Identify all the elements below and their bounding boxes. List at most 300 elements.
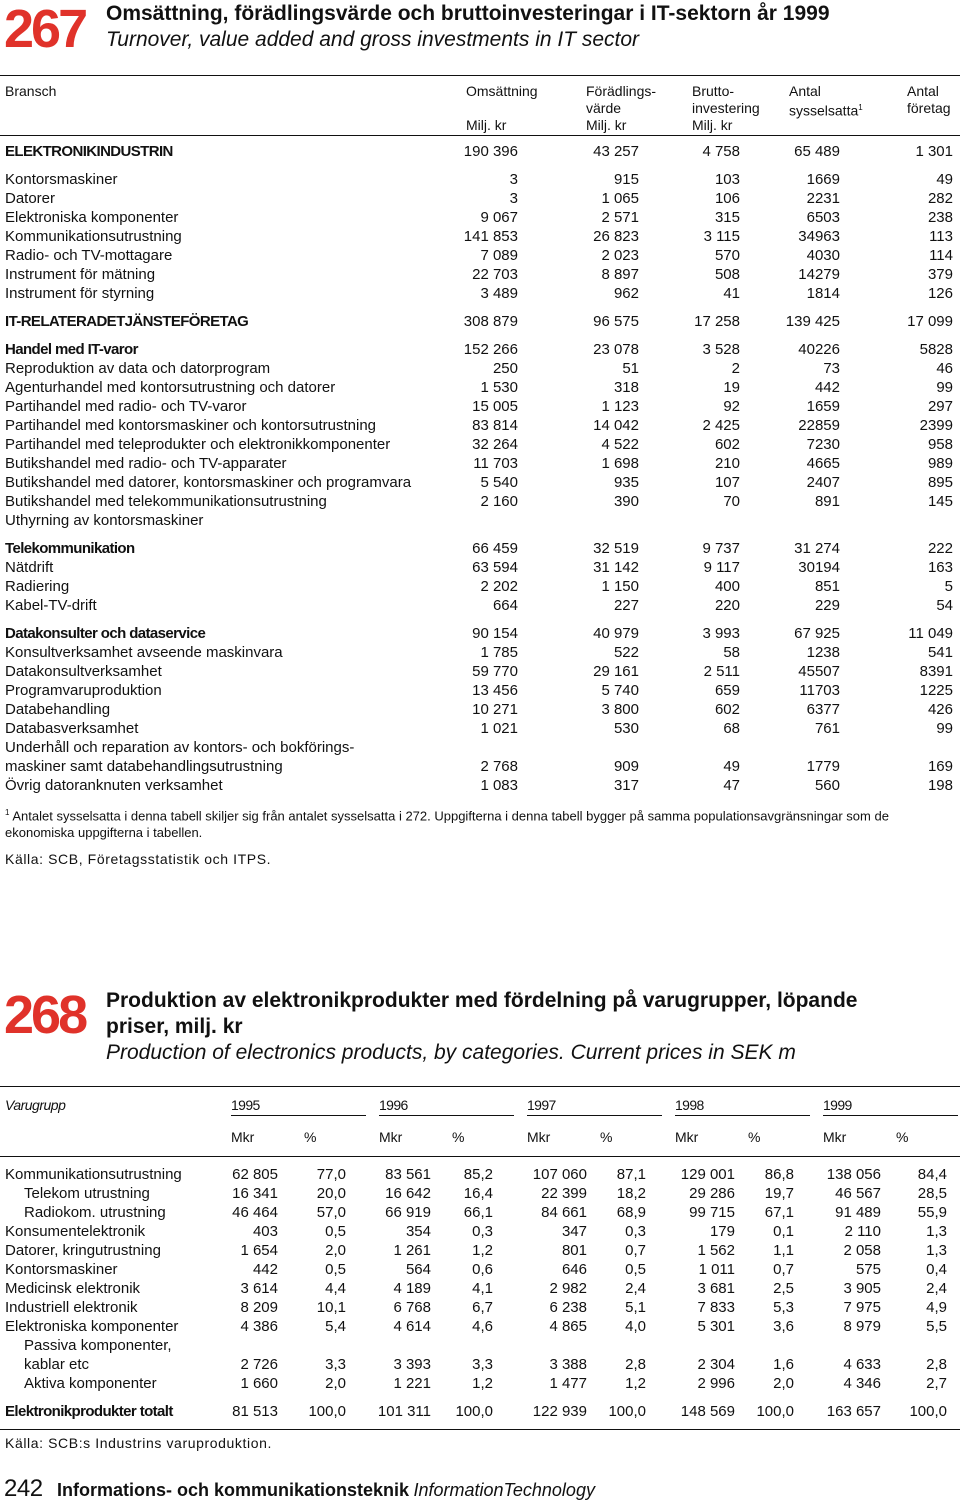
cell-value: 67 925 [794,625,840,642]
cell-mkr: 354 [405,1223,431,1240]
cell-value: 2 571 [601,209,639,226]
cell-percent: 86,8 [764,1166,794,1183]
cell-value: 317 [613,777,639,794]
cell-value: 530 [613,720,639,737]
row-label: Partihandel med radio- och TV-varor [5,398,247,415]
table-row [0,1355,960,1374]
cell-percent: 1,2 [472,1375,493,1392]
footnote: $^1$ Antalet sysselsatta i denna tabell skiljer sig från antalet sysselsatta i 272. Uppgifterna i denna tabell bygger på samma populationsavgränsningar som de ekonomiska uppgifterna i tabellen. [5,808,889,841]
table-row [0,1184,960,1203]
row-label: Partihandel med teleprodukter och elektronikkomponenter [5,436,391,453]
page-number: 242 [4,1475,43,1502]
cell-percent: 5,3 [773,1299,794,1316]
header-rule [0,135,960,136]
cell-value: 851 [814,578,840,595]
cell-value: 5 [944,578,953,595]
cell-value: 17 258 [694,313,740,330]
row-label: Aktiva komponenter [24,1375,157,1392]
cell-mkr: 3 681 [697,1280,735,1297]
cell-value: 1779 [806,758,840,775]
row-label: Handel med IT-varor [5,341,138,358]
row-label: maskiner samt databehandlingsutrustning [5,758,283,775]
header-rule [0,1156,960,1157]
cell-percent: 0,7 [773,1261,794,1278]
cell-mkr: 575 [855,1261,881,1278]
cell-value: 114 [929,247,953,264]
cell-value: 570 [714,247,740,264]
cell-mkr: 148 569 [680,1403,735,1420]
row-label: Instrument för styrning [5,285,155,302]
top-rule [0,1086,960,1087]
unit-percent: % [748,1129,761,1145]
table-row [0,246,960,265]
table-row [0,397,960,416]
cell-mkr: 81 513 [232,1403,278,1420]
cell-percent: 1,3 [926,1223,947,1240]
cell-value: 222 [927,540,953,557]
cell-percent: 2,0 [325,1375,346,1392]
cell-mkr: 7 833 [697,1299,735,1316]
cell-value: 5 740 [601,682,639,699]
table-row [0,1298,960,1317]
cell-mkr: 1 660 [240,1375,278,1392]
cell-mkr: 6 238 [549,1299,587,1316]
cell-mkr: 1 221 [393,1375,431,1392]
cell-percent: 2,8 [926,1356,947,1373]
table-row [0,624,960,643]
unit-mkr: Mkr [823,1129,847,1145]
cell-value: 3 993 [702,625,740,642]
table-row [0,1222,960,1241]
cell-value: 32 264 [472,436,518,453]
cell-value: 2 160 [480,493,518,510]
table-number: 268 [4,985,86,1045]
row-label: Elektronikprodukter totalt [5,1403,173,1420]
cell-percent: 20,0 [316,1185,346,1202]
table-row [0,284,960,303]
unit-percent: % [304,1129,317,1145]
cell-value: 59 770 [472,663,518,680]
cell-percent: 4,9 [926,1299,947,1316]
col-header-omsattning: Omsättning [466,83,538,99]
cell-percent: 67,1 [764,1204,794,1221]
cell-percent: 1,2 [472,1242,493,1259]
cell-value: 895 [927,474,953,491]
cell-value: 92 [723,398,740,415]
cell-mkr: 2 996 [697,1375,735,1392]
cell-percent: 100,0 [608,1403,646,1420]
cell-value: 29 161 [593,663,639,680]
row-label: Passiva komponenter, [24,1337,172,1354]
cell-mkr: 3 905 [843,1280,881,1297]
table-row [0,454,960,473]
table-row [0,265,960,284]
cell-value: 8 897 [601,266,639,283]
unit-mkr: Mkr [231,1129,255,1145]
cell-value: 23 078 [593,341,639,358]
cell-percent: 2,4 [926,1280,947,1297]
cell-mkr: 1 654 [240,1242,278,1259]
cell-value: 541 [927,644,953,661]
cell-percent: 18,2 [616,1185,646,1202]
row-label: Kabel-TV-drift [5,597,97,614]
cell-value: 1238 [806,644,840,661]
cell-value: 5828 [919,341,953,358]
cell-value: 2 511 [703,663,740,680]
cell-percent: 100,0 [756,1403,794,1420]
cell-mkr: 46 567 [835,1185,881,1202]
row-label: Butikshandel med telekommunikationsutrustning [5,493,327,510]
cell-value: 14 042 [593,417,639,434]
cell-value: 318 [613,379,639,396]
cell-mkr: 62 805 [232,1166,278,1183]
cell-mkr: 2 304 [697,1356,735,1373]
cell-value: 31 142 [593,559,639,576]
cell-value: 11 049 [908,625,953,642]
cell-value: 22859 [798,417,840,434]
row-label: Programvaruproduktion [5,682,162,699]
cell-percent: 0,1 [773,1223,794,1240]
cell-value: 1 150 [601,578,639,595]
row-label: Reproduktion av data och datorprogram [5,360,271,377]
cell-value: 13 456 [472,682,518,699]
row-label: Övrig datoranknuten verksamhet [5,777,223,794]
cell-value: 5 540 [480,474,518,491]
row-label: Nätdrift [5,559,54,576]
cell-value: 2399 [919,417,953,434]
cell-value: 308 879 [463,313,518,330]
table-row [0,170,960,189]
table-row [0,1165,960,1184]
row-label: Kommunikationsutrustning [5,1166,182,1183]
cell-value: 891 [814,493,840,510]
cell-percent: 87,1 [616,1166,646,1183]
cell-value: 3 528 [702,341,740,358]
row-label: Kontorsmaskiner [5,1261,118,1278]
table-title-line-1: Produktion av elektronikprodukter med fördelning på varugrupper, löpande [106,989,858,1012]
cell-percent: 4,6 [472,1318,493,1335]
cell-value: 190 396 [463,143,518,160]
table-row [0,700,960,719]
row-label: Radiokom. utrustning [24,1204,166,1221]
cell-mkr: 2 110 [844,1223,881,1240]
cell-value: 17 099 [907,313,953,330]
cell-value: 989 [927,455,953,472]
cell-mkr: 1 261 [393,1242,431,1259]
cell-value: 49 [936,171,953,188]
cell-percent: 2,4 [625,1280,646,1297]
cell-mkr: 4 346 [843,1375,881,1392]
cell-percent: 1,6 [773,1356,794,1373]
table-row [0,473,960,492]
cell-percent: 0,5 [625,1261,646,1278]
cell-percent: 4,1 [472,1280,493,1297]
table-title-line-2: priser, milj. kr [106,1015,243,1038]
cell-value: 96 575 [593,313,639,330]
unit-percent: % [896,1129,909,1145]
cell-percent: 1,3 [926,1242,947,1259]
cell-value: 522 [613,644,639,661]
cell-value: 68 [723,720,740,737]
cell-value: 169 [927,758,953,775]
table-row [0,643,960,662]
cell-value: 45507 [798,663,840,680]
cell-value: 22 703 [472,266,518,283]
cell-mkr: 84 661 [541,1204,587,1221]
col-header-brutto-2: investering [692,100,760,116]
row-label: Agenturhandel med kontorsutrustning och datorer [5,379,336,396]
row-label: Butikshandel med radio- och TV-apparater [5,455,287,472]
cell-value: 99 [936,720,953,737]
table-row [0,227,960,246]
cell-percent: 0,6 [472,1261,493,1278]
cell-value: 99 [936,379,953,396]
cell-value: 958 [927,436,953,453]
table-subtitle: Production of electronics products, by categories. Current prices in SEK m [106,1041,796,1064]
cell-percent: 5,5 [926,1318,947,1335]
cell-percent: 100,0 [909,1403,947,1420]
cell-value: 63 594 [472,559,518,576]
year-header: 1997 [527,1097,662,1116]
cell-value: 1 123 [601,398,639,415]
cell-percent: 16,4 [463,1185,493,1202]
table-row [0,435,960,454]
table-row [0,1203,960,1222]
cell-mkr: 138 056 [826,1166,881,1183]
source-note: Källa: SCB, Företagsstatistik och ITPS. [5,851,272,867]
cell-value: 1 083 [480,777,518,794]
col-header-antal-syss-2: sysselsatta$^1$ [789,102,863,119]
cell-mkr: 122 939 [532,1403,587,1420]
cell-value: 3 489 [480,285,518,302]
cell-mkr: 3 388 [549,1356,587,1373]
cell-value: 139 425 [785,313,840,330]
cell-percent: 0,5 [325,1223,346,1240]
cell-value: 145 [927,493,953,510]
cell-value: 107 [714,474,740,491]
table-row [0,738,960,757]
table-row [0,511,960,530]
row-label: Uthyrning av kontorsmaskiner [5,512,204,529]
cell-value: 1 021 [480,720,518,737]
row-label: Butikshandel med datorer, kontorsmaskiner och programvara [5,474,412,491]
cell-value: 32 519 [593,540,639,557]
cell-value: 70 [723,493,740,510]
cell-value: 19 [723,379,740,396]
table-row [0,596,960,615]
cell-value: 761 [814,720,840,737]
row-label: Radiering [5,578,70,595]
cell-mkr: 2 982 [549,1280,587,1297]
table-row [0,1260,960,1279]
cell-mkr: 8 979 [843,1318,881,1335]
cell-percent: 5,1 [625,1299,646,1316]
cell-mkr: 2 058 [843,1242,881,1259]
cell-mkr: 16 642 [385,1185,431,1202]
row-label: Datorer [5,190,56,207]
cell-value: 31 274 [794,540,840,557]
cell-mkr: 163 657 [826,1403,881,1420]
cell-percent: 2,5 [773,1280,794,1297]
col-header-foradlingsvarde-2: värde [586,100,622,116]
cell-percent: 4,4 [325,1280,346,1297]
cell-mkr: 179 [709,1223,735,1240]
cell-value: 4030 [806,247,840,264]
cell-value: 3 115 [703,228,740,245]
cell-value: 73 [823,360,840,377]
cell-value: 400 [714,578,740,595]
cell-value: 442 [814,379,840,396]
cell-value: 250 [492,360,518,377]
cell-mkr: 4 865 [549,1318,587,1335]
table-row [0,757,960,776]
year-header: 1999 [823,1097,958,1116]
col-header-antal-foretag-2: företag [907,100,951,116]
cell-percent: 57,0 [316,1204,346,1221]
unit-mkr: Mkr [675,1129,699,1145]
cell-value: 58 [723,644,740,661]
col-header-foradlingsvarde-1: Förädlings- [586,83,657,99]
cell-value: 15 005 [472,398,518,415]
cell-value: 915 [613,171,639,188]
row-label: Elektroniska komponenter [5,1318,179,1335]
cell-percent: 6,7 [472,1299,493,1316]
cell-percent: 3,3 [472,1356,493,1373]
cell-percent: 2,0 [773,1375,794,1392]
cell-value: 909 [613,758,639,775]
table-row [0,1241,960,1260]
cell-mkr: 564 [405,1261,431,1278]
cell-value: 962 [613,285,639,302]
table-row [0,1374,960,1393]
cell-mkr: 66 919 [385,1204,431,1221]
cell-percent: 10,1 [316,1299,346,1316]
cell-value: 10 271 [472,701,518,718]
cell-value: 238 [927,209,953,226]
table-row [0,416,960,435]
cell-value: 4 522 [601,436,639,453]
table-number: 267 [4,0,86,59]
cell-mkr: 347 [561,1223,587,1240]
cell-value: 9 737 [702,540,740,557]
cell-percent: 0,3 [625,1223,646,1240]
cell-value: 2 768 [480,758,518,775]
cell-value: 40 979 [593,625,639,642]
cell-value: 220 [714,597,740,614]
cell-value: 282 [927,190,953,207]
cell-value: 426 [927,701,953,718]
cell-value: 113 [929,228,953,245]
table-row [0,312,960,331]
cell-percent: 84,4 [917,1166,947,1183]
cell-mkr: 16 341 [232,1185,278,1202]
table-row [0,662,960,681]
year-header: 1995 [231,1097,366,1116]
table-row [0,378,960,397]
cell-value: 2 [731,360,740,377]
row-label: Datakonsulter och dataservice [5,625,206,642]
unit-mkr: Mkr [527,1129,551,1145]
cell-value: 4665 [806,455,840,472]
cell-percent: 4,0 [625,1318,646,1335]
cell-value: 2 425 [702,417,740,434]
cell-value: 2231 [806,190,840,207]
cell-mkr: 3 393 [393,1356,431,1373]
cell-mkr: 2 726 [240,1356,278,1373]
cell-percent: 19,7 [764,1185,794,1202]
cell-percent: 77,0 [316,1166,346,1183]
cell-value: 83 814 [472,417,518,434]
cell-value: 602 [714,436,740,453]
row-label: Partihandel med kontorsmaskiner och kontorsutrustning [5,417,377,434]
cell-percent: 2,7 [926,1375,947,1392]
table-row [0,719,960,738]
cell-value: 1669 [806,171,840,188]
col-header-bransch: Bransch [5,83,57,99]
table-row [0,539,960,558]
cell-value: 90 154 [472,625,518,642]
table-row [0,340,960,359]
cell-percent: 55,9 [917,1204,947,1221]
table-row [0,776,960,795]
table-title: Omsättning, förädlingsvärde och bruttoinvesteringar i IT-sektorn år 1999 [106,2,830,25]
top-rule [0,75,960,76]
cell-value: 9 067 [480,209,518,226]
table-row [0,577,960,596]
table-row [0,558,960,577]
cell-mkr: 442 [252,1261,278,1278]
cell-value: 14279 [798,266,840,283]
cell-value: 390 [613,493,639,510]
unit-percent: % [600,1129,613,1145]
cell-mkr: 101 311 [377,1403,431,1420]
cell-value: 1 301 [915,143,953,160]
cell-value: 6503 [806,209,840,226]
table-row [0,681,960,700]
col-header-varugrupp: Varugrupp [5,1097,66,1113]
cell-value: 11703 [799,682,840,699]
row-label: Kommunikationsutrustning [5,228,182,245]
cell-value: 40226 [798,341,840,358]
table-row [0,189,960,208]
cell-value: 508 [714,266,740,283]
cell-percent: 100,0 [455,1403,493,1420]
cell-mkr: 4 386 [240,1318,278,1335]
cell-value: 8391 [919,663,953,680]
cell-value: 2407 [806,474,840,491]
cell-value: 106 [714,190,740,207]
row-label: Instrument för mätning [5,266,156,283]
cell-value: 7 089 [480,247,518,264]
cell-percent: 85,2 [463,1166,493,1183]
table-row [0,1336,960,1355]
cell-percent: 0,3 [472,1223,493,1240]
cell-percent: 28,5 [917,1185,947,1202]
table-row [0,1402,960,1421]
cell-value: 379 [927,266,953,283]
cell-value: 3 800 [601,701,639,718]
row-label: Telekommunikation [5,540,135,557]
cell-value: 152 266 [463,341,518,358]
cell-value: 51 [622,360,639,377]
cell-percent: 2,0 [325,1242,346,1259]
year-header: 1996 [379,1097,514,1116]
cell-value: 227 [613,597,639,614]
row-label: Databasverksamhet [5,720,139,737]
cell-mkr: 4 614 [393,1318,431,1335]
cell-percent: 66,1 [463,1204,493,1221]
row-label: Databehandling [5,701,111,718]
